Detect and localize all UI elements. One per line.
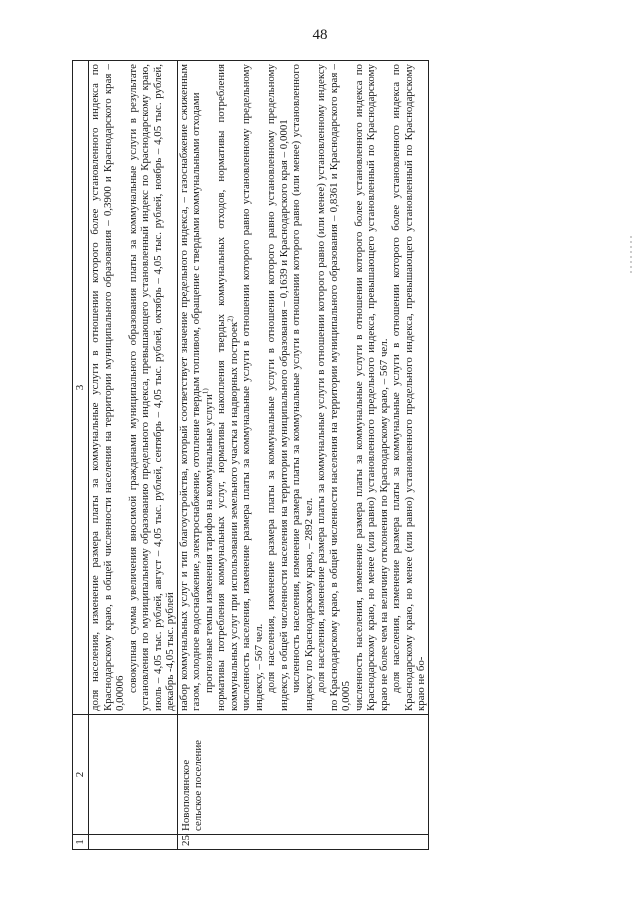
cont-text-cell: [89, 61, 178, 715]
indicator-text: [200, 64, 216, 711]
table-row-25: [177, 61, 428, 850]
indicator-text: [215, 64, 240, 711]
indicator-text: совокупная сумма увеличения вносимой гражданами муниципального образования платы за коммунальные услуги в результате установления по муниципальному образованию предельного индекса, превышающего установленный индекс по Краснодарскому краю, июль – 4,05 тыс. рублей, август – 4,05 тыс. рублей, сентябрь – 4,05 тыс. рублей, октябрь – 4,05 тыс. рублей, ноябрь – 4,05 тыс. рублей, декабрь -4,05 тыс. рублей: [126, 64, 176, 711]
indicator-text: численность населения, изменение размера платы за коммунальные услуги в отношении которого равно установленному предельному индексу, – 567 чел.: [240, 64, 265, 711]
header-col-1: 1: [73, 835, 89, 850]
page-number: 48: [312, 27, 328, 43]
cont-number-cell: [89, 835, 178, 850]
header-col-3: 3: [73, 61, 89, 715]
cont-municipality-cell: [89, 715, 178, 835]
indicator-text: набор коммунальных услуг и тип благоустройства, который соответствует значение предельного индекса, – газоснабжение сжиженным газом, холодное водоснабжение, электроснабжение, отопление твердым топливом, обращение с твердыми коммунальными отходами: [177, 64, 202, 711]
footnote-marker: 1): [200, 388, 209, 395]
header-col-2: 2: [73, 715, 89, 835]
footnote-marker: 2): [225, 316, 234, 322]
municipality-name: Новополянское сельское поселение: [177, 715, 428, 835]
indicators-cell: [177, 61, 428, 715]
indicator-text-body: нормативы потребления коммунальных услуг, нормативы накопления твердых коммунальных отходов, нормативы потребления коммунальных услуг при использовании земельного участка и надворных построек: [215, 64, 240, 711]
indicator-text: численность населения, изменение размера платы за коммунальные услуги в отношении которого равно (или менее) установленного индексу по Краснодарскому краю, – 2892 чел.: [290, 64, 315, 711]
row-number: 25: [177, 835, 428, 850]
indicator-text: численность населения, изменение размера платы за коммунальные услуги в отношении которого более установленного индекса по Краснодарскому краю, но менее (или равно) установленного предельного индекса, превышающего установленный по Краснодарскому краю не более чем на величину отклонения по Краснодарскому краю, – 567 чел.: [352, 64, 390, 711]
indicator-text: доля населения, изменение размера платы за коммунальные услуги в отношении которого равно установленному предельному индексу, в общей численности населения на территории муниципального образования – 0,1639 и Краснодарского края – 0,0001: [265, 64, 290, 711]
header-row: [73, 61, 89, 850]
rotated-table-container: [72, 60, 592, 850]
indicator-text-body: прогнозные темпы изменения тарифов на коммунальные услуги: [202, 394, 215, 693]
scan-artifact-icon: [626, 236, 636, 276]
document-table: [72, 60, 429, 850]
continuation-row: [89, 61, 178, 850]
indicator-text: доля населения, изменение размера платы за коммунальные услуги в отношении которого более установленного индекса по Краснодарскому краю, но менее (или равно) установленного предельного индекса, превышающего установленный по Краснодарскому краю не бо-: [390, 64, 427, 711]
indicator-text: доля населения, изменение размера платы за коммунальные услуги в отношении которого равно (или менее) установленному индексу по Краснодарскому краю, в общей численности населения на территории муниципального образования – 0,8361 и Краснодарского края – 0,0005: [315, 64, 352, 711]
indicator-text: доля населения, изменение размера платы за коммунальные услуги в отношении которого более установленного индекса по Краснодарскому краю, в общей численности населения на территории муниципального образования – 0,3900 и Краснодарского края – 0,00006: [89, 64, 126, 711]
